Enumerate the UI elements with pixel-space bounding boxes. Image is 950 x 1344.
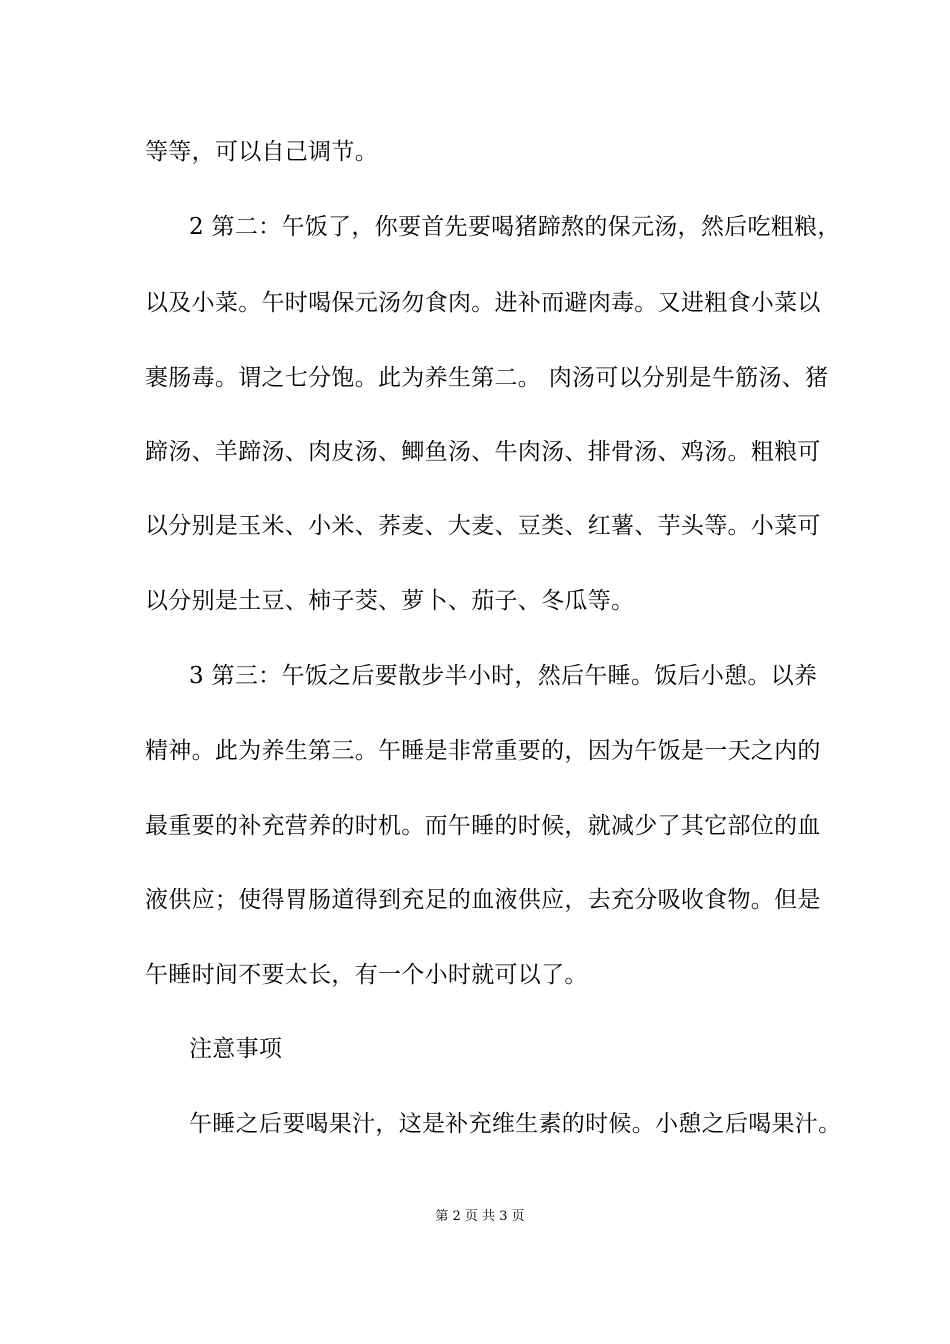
text-line: 3 第三：午饭之后要散步半小时，然后午睡。饭后小憩。以养 bbox=[189, 663, 818, 689]
text-line: 蹄汤、羊蹄汤、肉皮汤、鲫鱼汤、牛肉汤、排骨汤、鸡汤。粗粮可 bbox=[145, 439, 821, 465]
text-line: 精神。此为养生第三。午睡是非常重要的，因为午饭是一天之内的 bbox=[145, 738, 821, 764]
section-heading: 注意事项 bbox=[189, 1036, 283, 1062]
text-line: 最重要的补充营养的时机。而午睡的时候，就减少了其它部位的血 bbox=[145, 813, 821, 839]
text-line: 午睡之后要喝果汁，这是补充维生素的时候。小憩之后喝果汁。 bbox=[189, 1111, 842, 1137]
text-line: 液供应；使得胃肠道得到充足的血液供应，去充分吸收食物。但是 bbox=[145, 887, 821, 913]
text-line: 午睡时间不要太长，有一个小时就可以了。 bbox=[145, 962, 588, 988]
text-line: 以分别是玉米、小米、荞麦、大麦、豆类、红薯、芋头等。小菜可 bbox=[145, 513, 821, 539]
text-line: 以分别是土豆、柿子茭、萝卜、茄子、冬瓜等。 bbox=[145, 588, 635, 614]
text-line: 2 第二：午饭了，你要首先要喝猪蹄熬的保元汤，然后吃粗粮， bbox=[189, 214, 841, 240]
text-line: 裹肠毒。谓之七分饱。此为养生第二。 肉汤可以分别是牛筋汤、猪 bbox=[145, 365, 829, 391]
text-line: 以及小菜。午时喝保元汤勿食肉。进补而避肉毒。又进粗食小菜以 bbox=[145, 290, 821, 316]
page-footer: 第 2 页 共 3 页 bbox=[435, 1209, 525, 1224]
text-line: 等等，可以自己调节。 bbox=[145, 139, 378, 165]
